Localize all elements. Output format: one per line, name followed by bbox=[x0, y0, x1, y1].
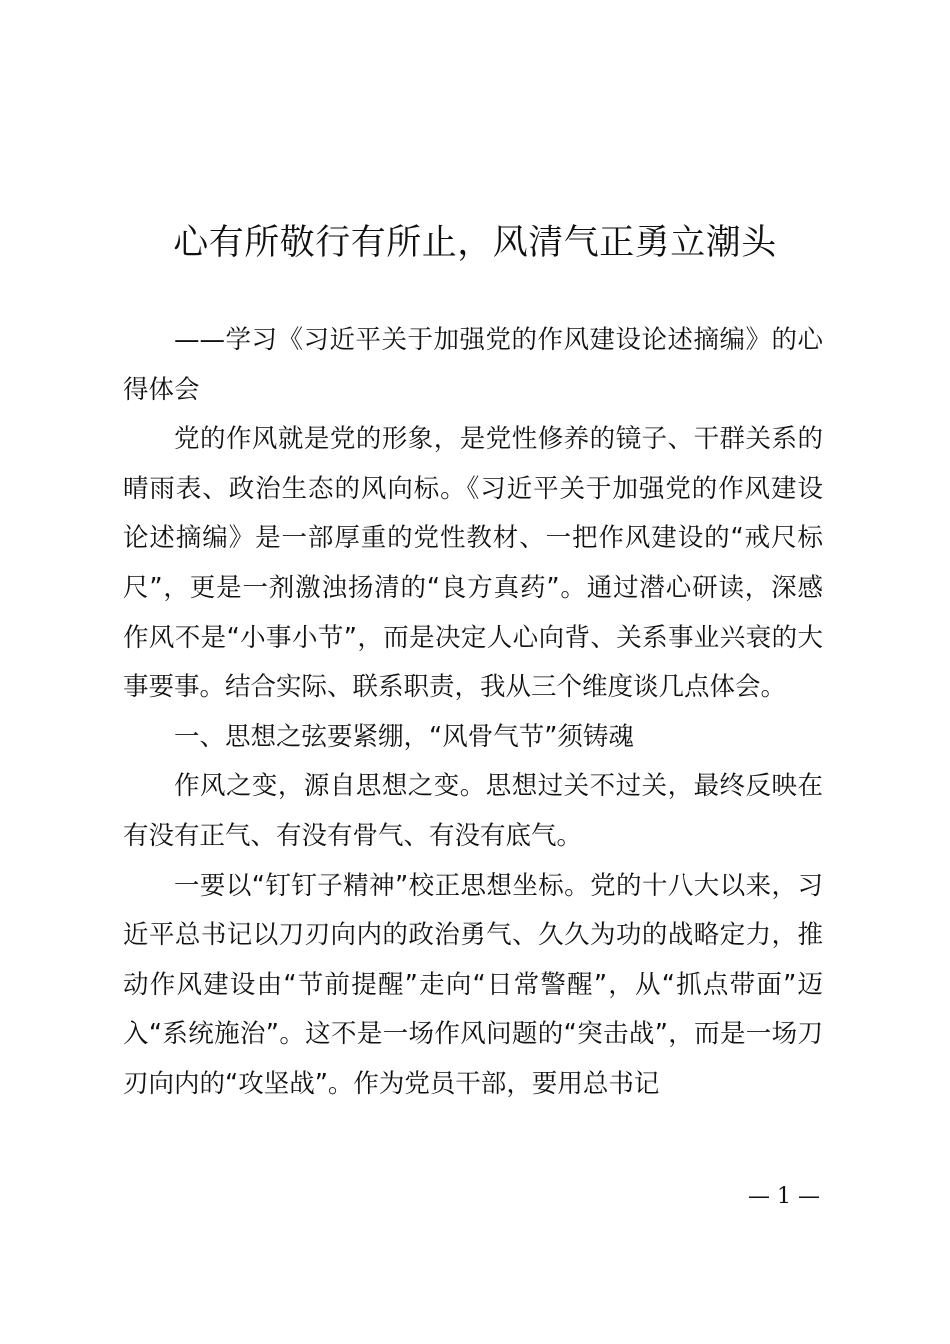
paragraph-point-1: 一要以“钉钉子精神”校正思想坐标。党的十八大以来，习近平总书记以刀刃向内的政治勇气、久久为功的战略定力，推动作风建设由“节前提醒”走向“日常警醒”，从“抓点带面”迈入“系统施治”。这不是一场作风问题的“突击战”，而是一场刀刃向内的“攻坚战”。作为党员干部，要用总书记 bbox=[123, 870, 823, 1099]
document-title: 心有所敬行有所止，风清气正勇立潮头 bbox=[173, 223, 777, 263]
page-number: — 1 — bbox=[748, 1184, 820, 1209]
paragraph-intro: 党的作风就是党的形象，是党性修养的镜子、干群关系的晴雨表、政治生态的风向标。《习近平关于加强党的作风建设论述摘编》是一部厚重的党性教材、一把作风建设的“戒尺标尺”，更是一剂激浊扬清的“良方真药”。通过潜心研读，深感作风不是“小事小节”，而是决定人心向背、关系事业兴衰的大事要事。结合实际、联系职责，我从三个维度谈几点体会。 bbox=[123, 424, 823, 703]
document-subtitle: ——学习《习近平关于加强党的作风建设论述摘编》的心得体会 bbox=[123, 325, 823, 405]
document-body bbox=[123, 316, 823, 1110]
paragraph-section-1: 作风之变，源自思想之变。思想过关不过关，最终反映在有没有正气、有没有骨气、有没有底气。 bbox=[123, 771, 823, 851]
section-heading-1: 一、思想之弦要紧绷，“风骨气节”须铸魂 bbox=[174, 721, 634, 752]
